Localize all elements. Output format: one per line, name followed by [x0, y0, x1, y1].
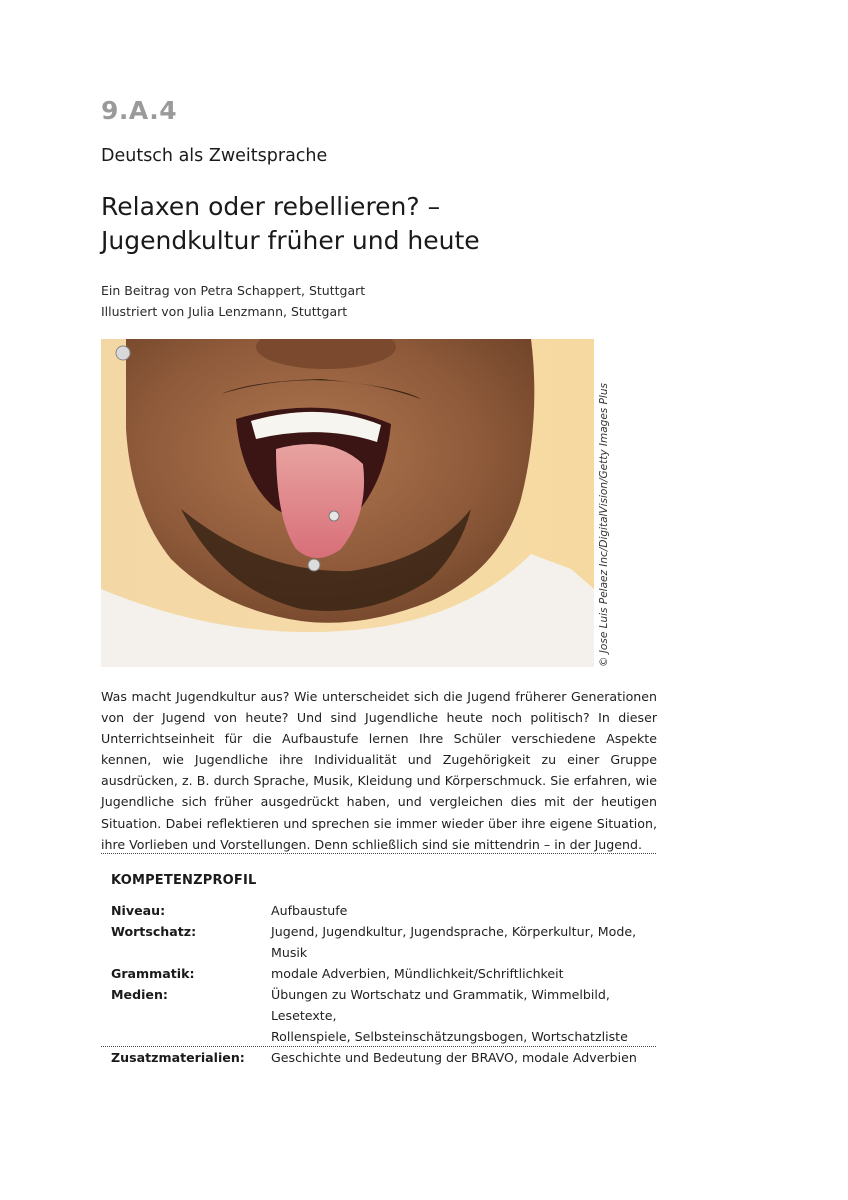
- section-number: 9.A.4: [101, 96, 178, 125]
- profile-row-grammatik: [111, 963, 656, 984]
- profile-value: Geschichte und Bedeutung der BRAVO, modale Adverbien: [271, 1050, 637, 1065]
- intro-paragraph: Was macht Jugendkultur aus? Wie unterscheidet sich die Jugend früherer Generationen von der Jugend von heute? Und sind Jugendliche heute noch politisch? In dieser Unterrichtseinheit für die Aufbaustufe lernen Ihre Schüler verschiedene Aspekte kennen, wie Jugendliche ihre Individualität und Zugehörigkeit zu einer Gruppe ausdrücken, z. B. durch Sprache, Musik, Kleidung und Körperschmuck. Sie erfahren, wie Jugendliche sich früher ausgedrückt haben, und vergleichen dies mit der heutigen Situation. Dabei reflektieren und sprechen sie immer wieder über ihre eigene Situation, ihre Vorlieben und Vorstellungen. Denn schließlich sind sie mittendrin – in der Jugend.: [101, 689, 657, 852]
- competence-profile: [111, 900, 656, 1068]
- profile-label: Medien:: [111, 987, 168, 1002]
- profile-label: Grammatik:: [111, 966, 195, 981]
- divider-bottom: [101, 1046, 656, 1047]
- title-line-1: Relaxen oder rebellieren? –: [101, 192, 441, 221]
- profile-value: Jugend, Jugendkultur, Jugendsprache, Körperkultur, Mode, Musik: [271, 924, 637, 960]
- profile-title: KOMPETENZPROFIL: [111, 873, 257, 888]
- credits: [101, 280, 365, 322]
- profile-value: Übungen zu Wortschatz und Grammatik, Wimmelbild, Lesetexte, Rollenspiele, Selbsteinschätzungsbogen, Wortschatzliste: [271, 987, 628, 1044]
- profile-label: Zusatzmaterialien:: [111, 1050, 245, 1065]
- subject-heading: Deutsch als Zweitsprache: [101, 146, 328, 166]
- profile-value: modale Adverbien, Mündlichkeit/Schriftlichkeit: [271, 966, 564, 981]
- profile-label: Wortschatz:: [111, 924, 197, 939]
- profile-row-wortschatz: [111, 921, 656, 963]
- photo-illustration: [101, 339, 594, 667]
- profile-row-niveau: [111, 900, 656, 921]
- divider-top: [101, 853, 656, 854]
- profile-value: Aufbaustufe: [271, 903, 348, 918]
- profile-row-medien: [111, 984, 656, 1047]
- author-credit: Ein Beitrag von Petra Schappert, Stuttgart: [101, 283, 366, 298]
- profile-label: Niveau:: [111, 903, 166, 918]
- illustrator-credit: Illustriert von Julia Lenzmann, Stuttgart: [101, 304, 348, 319]
- title-line-2: Jugendkultur früher und heute: [101, 226, 480, 255]
- page-title: [101, 190, 480, 258]
- profile-row-zusatzmaterialien: [111, 1047, 656, 1068]
- cover-photo: [101, 339, 594, 667]
- photo-credit: © Jose Luis Pelaez Inc/DigitalVision/Getty Images Plus: [598, 383, 610, 667]
